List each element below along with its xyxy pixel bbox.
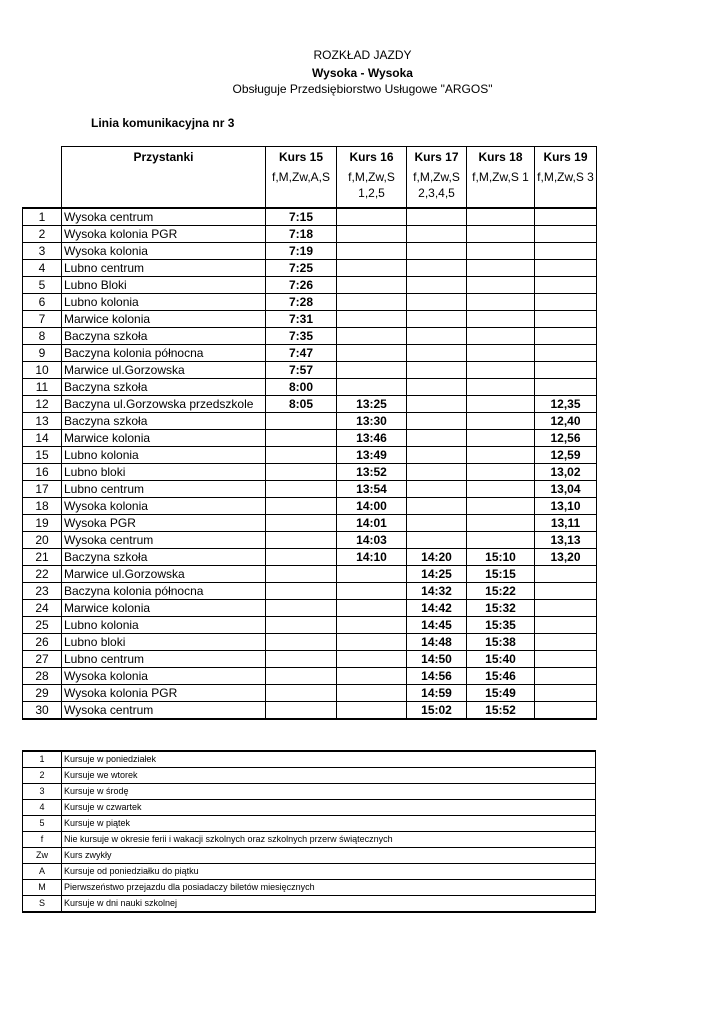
legend-row: [23, 816, 596, 832]
departure-time: 14:42: [407, 600, 467, 617]
table-row: [23, 617, 597, 634]
departure-time: [535, 634, 597, 651]
departure-time: 15:49: [467, 685, 535, 702]
departure-time: [337, 634, 407, 651]
row-number: 27: [23, 651, 62, 668]
table-row: [23, 226, 597, 243]
departure-time: 12,40: [535, 413, 597, 430]
departure-time: [266, 583, 337, 600]
departure-time: [266, 481, 337, 498]
table-row: [23, 481, 597, 498]
legend-row: [23, 832, 596, 848]
table-row: [23, 294, 597, 311]
legend-description: Kursuje w czwartek: [62, 800, 596, 816]
row-number: 26: [23, 634, 62, 651]
row-number: 1: [23, 208, 62, 226]
departure-time: [535, 208, 597, 226]
stop-name: Baczyna ul.Gorzowska przedszkole: [62, 396, 266, 413]
table-row: [23, 328, 597, 345]
row-number: 17: [23, 481, 62, 498]
departure-time: 14:25: [407, 566, 467, 583]
course-header: Kurs 16: [337, 147, 407, 170]
course-header: Kurs 17: [407, 147, 467, 170]
course-days: f,M,Zw,A,S: [266, 169, 337, 208]
departure-time: [467, 243, 535, 260]
departure-time: 14:03: [337, 532, 407, 549]
stop-name: Lubno bloki: [62, 634, 266, 651]
departure-time: [266, 430, 337, 447]
departure-time: [407, 532, 467, 549]
departure-time: [467, 208, 535, 226]
departure-time: 7:47: [266, 345, 337, 362]
row-number: 16: [23, 464, 62, 481]
departure-time: 14:45: [407, 617, 467, 634]
stop-name: Wysoka centrum: [62, 702, 266, 720]
number-column-header-cont: [23, 169, 62, 208]
departure-time: [535, 566, 597, 583]
table-row: [23, 702, 597, 720]
course-days: f,M,Zw,S 3: [535, 169, 597, 208]
stops-column-header: Przystanki: [62, 147, 266, 170]
table-row: [23, 260, 597, 277]
departure-time: 14:59: [407, 685, 467, 702]
departure-time: [535, 260, 597, 277]
departure-time: [266, 617, 337, 634]
stop-name: Lubno kolonia: [62, 617, 266, 634]
stop-name: Wysoka kolonia: [62, 498, 266, 515]
departure-time: 14:01: [337, 515, 407, 532]
legend-code: 1: [23, 751, 62, 768]
stop-name: Marwice kolonia: [62, 600, 266, 617]
row-number: 29: [23, 685, 62, 702]
departure-time: [467, 226, 535, 243]
table-row: [23, 549, 597, 566]
legend-description: Kursuje w środę: [62, 784, 596, 800]
departure-time: [337, 277, 407, 294]
departure-time: [467, 362, 535, 379]
departure-time: [407, 345, 467, 362]
row-number: 10: [23, 362, 62, 379]
departure-time: 15:52: [467, 702, 535, 720]
departure-time: [535, 668, 597, 685]
departure-time: [467, 294, 535, 311]
legend-row: [23, 800, 596, 816]
legend-code: 5: [23, 816, 62, 832]
row-number: 7: [23, 311, 62, 328]
departure-time: 13,20: [535, 549, 597, 566]
departure-time: [467, 277, 535, 294]
legend-table: [22, 750, 596, 913]
departure-time: [467, 260, 535, 277]
departure-time: [337, 345, 407, 362]
departure-time: [535, 379, 597, 396]
table-row: [23, 651, 597, 668]
departure-time: [337, 294, 407, 311]
departure-time: [266, 668, 337, 685]
stop-name: Wysoka kolonia PGR: [62, 226, 266, 243]
row-number: 24: [23, 600, 62, 617]
departure-time: [535, 600, 597, 617]
departure-time: 15:35: [467, 617, 535, 634]
row-number: 19: [23, 515, 62, 532]
departure-time: [407, 379, 467, 396]
course-header: Kurs 19: [535, 147, 597, 170]
departure-time: 7:15: [266, 208, 337, 226]
legend-code: A: [23, 864, 62, 880]
departure-time: [337, 583, 407, 600]
legend-description: Kursuje w dni nauki szkolnej: [62, 896, 596, 913]
row-number: 13: [23, 413, 62, 430]
stop-name: Lubno kolonia: [62, 447, 266, 464]
departure-time: 13:46: [337, 430, 407, 447]
departure-time: [407, 481, 467, 498]
departure-time: [266, 447, 337, 464]
legend-description: Pierwszeństwo przejazdu dla posiadaczy biletów miesięcznych: [62, 880, 596, 896]
stop-name: Wysoka centrum: [62, 532, 266, 549]
table-row: [23, 379, 597, 396]
row-number: 22: [23, 566, 62, 583]
departure-time: [266, 685, 337, 702]
departure-time: [407, 413, 467, 430]
departure-time: [467, 498, 535, 515]
departure-time: [467, 532, 535, 549]
legend-row: [23, 864, 596, 880]
departure-time: [266, 532, 337, 549]
row-number: 28: [23, 668, 62, 685]
departure-time: [337, 566, 407, 583]
legend-row: [23, 896, 596, 913]
stop-name: Lubno bloki: [62, 464, 266, 481]
stop-name: Baczyna kolonia północna: [62, 345, 266, 362]
table-row: [23, 362, 597, 379]
table-row: [23, 243, 597, 260]
legend-code: 2: [23, 768, 62, 784]
legend-code: 3: [23, 784, 62, 800]
departure-time: [266, 566, 337, 583]
departure-time: [535, 294, 597, 311]
departure-time: [407, 447, 467, 464]
departure-time: [407, 226, 467, 243]
stop-name: Wysoka kolonia PGR: [62, 685, 266, 702]
departure-time: [266, 634, 337, 651]
route-name: Wysoka - Wysoka: [312, 66, 413, 80]
departure-time: [337, 668, 407, 685]
departure-time: [535, 702, 597, 720]
departure-time: [266, 600, 337, 617]
departure-time: 15:10: [467, 549, 535, 566]
departure-time: 8:00: [266, 379, 337, 396]
table-row: [23, 430, 597, 447]
departure-time: 13:54: [337, 481, 407, 498]
departure-time: 7:18: [266, 226, 337, 243]
departure-time: [337, 651, 407, 668]
departure-time: [535, 311, 597, 328]
departure-time: [535, 617, 597, 634]
stop-name: Lubno kolonia: [62, 294, 266, 311]
table-row: [23, 396, 597, 413]
row-number: 15: [23, 447, 62, 464]
operator-name: Obsługuje Przedsiębiorstwo Usługowe "ARGOS": [232, 82, 493, 96]
row-number: 11: [23, 379, 62, 396]
legend-row: [23, 848, 596, 864]
departure-time: 15:22: [467, 583, 535, 600]
departure-time: 14:56: [407, 668, 467, 685]
departure-time: [467, 481, 535, 498]
departure-time: 12,35: [535, 396, 597, 413]
table-row: [23, 685, 597, 702]
document-title: ROZKŁAD JAZDY: [313, 48, 412, 62]
departure-time: [407, 498, 467, 515]
legend-code: M: [23, 880, 62, 896]
course-header: Kurs 18: [467, 147, 535, 170]
row-number: 3: [23, 243, 62, 260]
table-row: [23, 208, 597, 226]
departure-time: [535, 345, 597, 362]
stop-name: Wysoka kolonia: [62, 243, 266, 260]
departure-time: 8:05: [266, 396, 337, 413]
departure-time: [337, 600, 407, 617]
departure-time: [337, 260, 407, 277]
departure-time: 13:30: [337, 413, 407, 430]
departure-time: [407, 362, 467, 379]
row-number: 30: [23, 702, 62, 720]
legend-code: Zw: [23, 848, 62, 864]
departure-time: [467, 396, 535, 413]
departure-time: 13,02: [535, 464, 597, 481]
departure-time: [337, 362, 407, 379]
stop-name: Lubno centrum: [62, 260, 266, 277]
stop-name: Baczyna szkoła: [62, 328, 266, 345]
departure-time: [407, 277, 467, 294]
departure-time: [407, 430, 467, 447]
departure-time: [266, 549, 337, 566]
departure-time: 13,13: [535, 532, 597, 549]
stop-name: Lubno Bloki: [62, 277, 266, 294]
row-number: 12: [23, 396, 62, 413]
legend-code: f: [23, 832, 62, 848]
table-row: [23, 532, 597, 549]
departure-time: 15:46: [467, 668, 535, 685]
departure-time: 14:50: [407, 651, 467, 668]
departure-time: 13,11: [535, 515, 597, 532]
legend-code: 4: [23, 800, 62, 816]
table-row: [23, 600, 597, 617]
departure-time: [407, 208, 467, 226]
departure-time: [266, 702, 337, 720]
departure-time: [337, 226, 407, 243]
departure-time: 7:57: [266, 362, 337, 379]
table-row: [23, 464, 597, 481]
table-row: [23, 668, 597, 685]
stop-name: Wysoka PGR: [62, 515, 266, 532]
departure-time: 7:31: [266, 311, 337, 328]
departure-time: [535, 583, 597, 600]
legend-row: [23, 784, 596, 800]
stop-name: Baczyna szkoła: [62, 379, 266, 396]
departure-time: [337, 243, 407, 260]
row-number: 2: [23, 226, 62, 243]
table-row: [23, 583, 597, 600]
departure-time: [407, 328, 467, 345]
departure-time: [407, 464, 467, 481]
departure-time: [407, 260, 467, 277]
departure-time: 13:49: [337, 447, 407, 464]
course-header: Kurs 15: [266, 147, 337, 170]
departure-time: [266, 413, 337, 430]
legend-description: Kursuje w poniedziałek: [62, 751, 596, 768]
departure-time: 13:25: [337, 396, 407, 413]
row-number: 8: [23, 328, 62, 345]
departure-time: 14:10: [337, 549, 407, 566]
table-row: [23, 498, 597, 515]
departure-time: 13,10: [535, 498, 597, 515]
row-number: 4: [23, 260, 62, 277]
departure-time: 15:32: [467, 600, 535, 617]
table-row: [23, 634, 597, 651]
legend-description: Kurs zwykły: [62, 848, 596, 864]
row-number: 14: [23, 430, 62, 447]
departure-time: [467, 345, 535, 362]
row-number: 9: [23, 345, 62, 362]
table-row: [23, 413, 597, 430]
departure-time: [337, 379, 407, 396]
departure-time: [535, 328, 597, 345]
row-number: 20: [23, 532, 62, 549]
stop-name: Baczyna kolonia północna: [62, 583, 266, 600]
departure-time: [337, 685, 407, 702]
departure-time: [535, 685, 597, 702]
row-number: 21: [23, 549, 62, 566]
legend-row: [23, 751, 596, 768]
departure-time: 14:20: [407, 549, 467, 566]
course-days: f,M,Zw,S 2,3,4,5: [407, 169, 467, 208]
stop-name: Wysoka centrum: [62, 208, 266, 226]
stop-name: Baczyna szkoła: [62, 413, 266, 430]
departure-time: [535, 651, 597, 668]
departure-time: 15:40: [467, 651, 535, 668]
departure-time: [407, 396, 467, 413]
legend-description: Nie kursuje w okresie ferii i wakacji szkolnych oraz szkolnych przerw świątecznych: [62, 832, 596, 848]
departure-time: [535, 362, 597, 379]
departure-time: [407, 311, 467, 328]
departure-time: [467, 413, 535, 430]
departure-time: [467, 379, 535, 396]
stops-column-header-cont: [62, 169, 266, 208]
course-days: f,M,Zw,S 1: [467, 169, 535, 208]
departure-time: [467, 328, 535, 345]
legend-description: Kursuje we wtorek: [62, 768, 596, 784]
course-days: f,M,Zw,S 1,2,5: [337, 169, 407, 208]
departure-time: [407, 294, 467, 311]
departure-time: [467, 515, 535, 532]
line-label: Linia komunikacyjna nr 3: [91, 116, 235, 130]
departure-time: [535, 243, 597, 260]
departure-time: 12,56: [535, 430, 597, 447]
departure-time: 14:48: [407, 634, 467, 651]
departure-time: [337, 617, 407, 634]
departure-time: 13,04: [535, 481, 597, 498]
departure-time: [407, 515, 467, 532]
departure-time: [266, 498, 337, 515]
row-number: 6: [23, 294, 62, 311]
departure-time: [407, 243, 467, 260]
legend-description: Kursuje od poniedziałku do piątku: [62, 864, 596, 880]
table-row: [23, 277, 597, 294]
departure-time: 15:15: [467, 566, 535, 583]
table-row: [23, 345, 597, 362]
departure-time: [467, 447, 535, 464]
stop-name: Lubno centrum: [62, 651, 266, 668]
departure-time: [337, 208, 407, 226]
stop-name: Marwice ul.Gorzowska: [62, 362, 266, 379]
departure-time: [266, 651, 337, 668]
departure-time: [266, 464, 337, 481]
departure-time: [337, 311, 407, 328]
row-number: 25: [23, 617, 62, 634]
stop-name: Marwice kolonia: [62, 311, 266, 328]
departure-time: [467, 430, 535, 447]
legend-code: S: [23, 896, 62, 913]
departure-time: [337, 702, 407, 720]
departure-time: 13:52: [337, 464, 407, 481]
table-row: [23, 447, 597, 464]
table-row: [23, 566, 597, 583]
stop-name: Marwice kolonia: [62, 430, 266, 447]
departure-time: 7:19: [266, 243, 337, 260]
row-number: 5: [23, 277, 62, 294]
departure-time: 12,59: [535, 447, 597, 464]
table-row: [23, 311, 597, 328]
departure-time: [337, 328, 407, 345]
departure-time: 7:35: [266, 328, 337, 345]
departure-time: 7:28: [266, 294, 337, 311]
stop-name: Lubno centrum: [62, 481, 266, 498]
departure-time: 7:26: [266, 277, 337, 294]
departure-time: 7:25: [266, 260, 337, 277]
row-number: 18: [23, 498, 62, 515]
departure-time: [467, 311, 535, 328]
timetable: [22, 146, 597, 720]
departure-time: 15:38: [467, 634, 535, 651]
legend-row: [23, 880, 596, 896]
departure-time: [467, 464, 535, 481]
row-number: 23: [23, 583, 62, 600]
departure-time: [266, 515, 337, 532]
stop-name: Marwice ul.Gorzowska: [62, 566, 266, 583]
departure-time: 15:02: [407, 702, 467, 720]
legend-row: [23, 768, 596, 784]
stop-name: Wysoka kolonia: [62, 668, 266, 685]
legend-description: Kursuje w piątek: [62, 816, 596, 832]
table-row: [23, 515, 597, 532]
departure-time: 14:32: [407, 583, 467, 600]
departure-time: [535, 226, 597, 243]
departure-time: 14:00: [337, 498, 407, 515]
departure-time: [535, 277, 597, 294]
number-column-header: [23, 147, 62, 170]
stop-name: Baczyna szkoła: [62, 549, 266, 566]
